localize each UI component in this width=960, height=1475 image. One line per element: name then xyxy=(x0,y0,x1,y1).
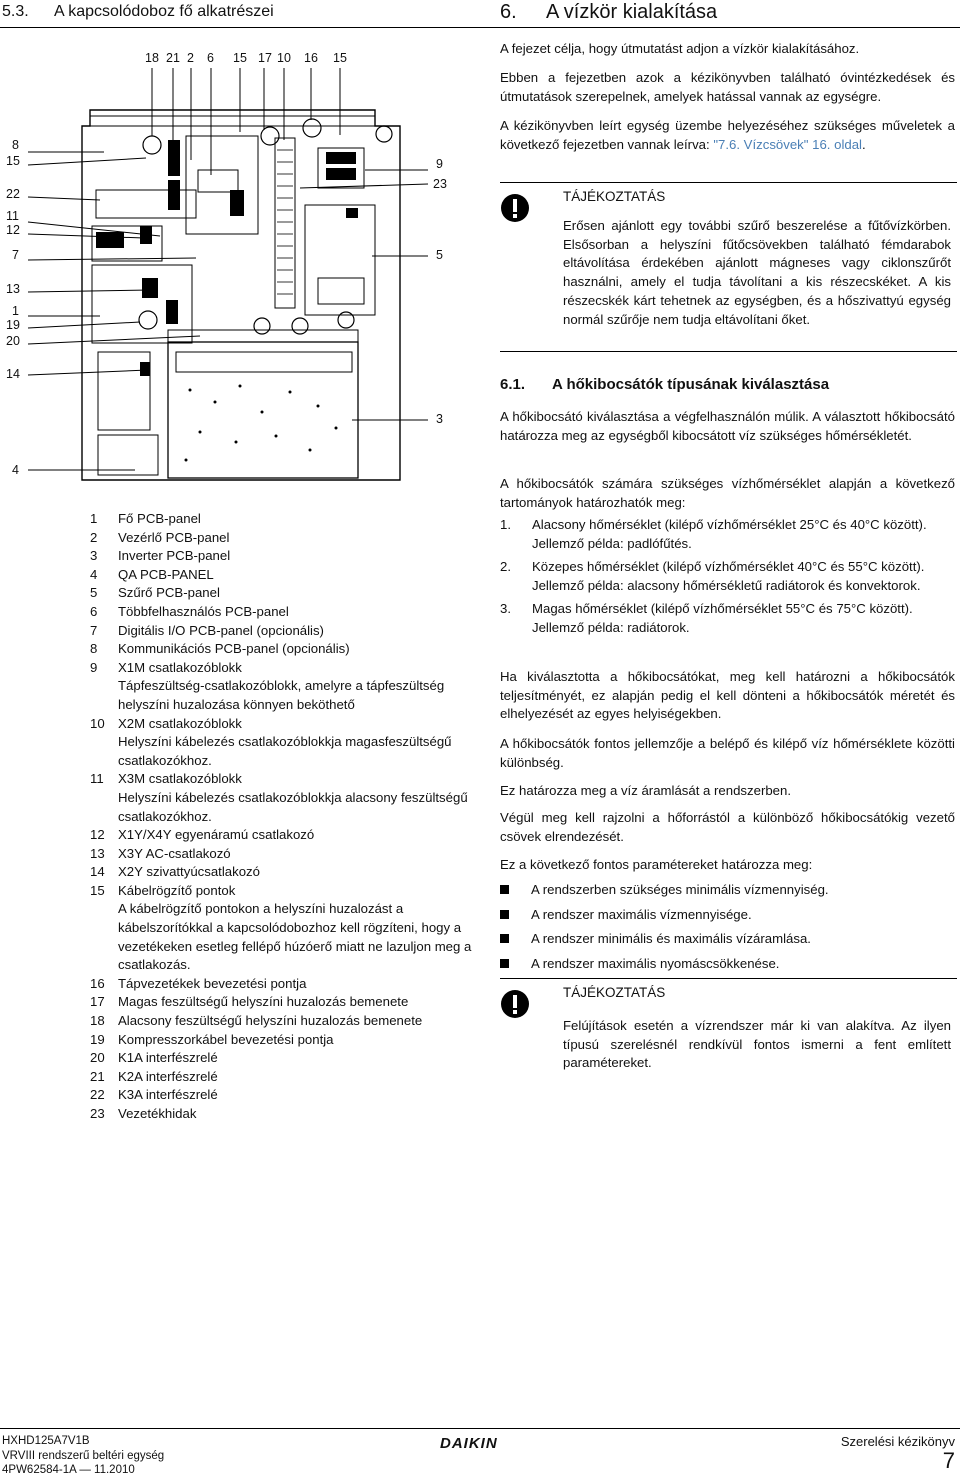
legend-item xyxy=(90,882,475,901)
legend-number: 8 xyxy=(90,641,98,657)
legend-item xyxy=(90,845,475,864)
legend-number xyxy=(90,900,118,974)
legend-text: X3M csatlakozóblokk xyxy=(118,771,242,787)
legend-item xyxy=(90,993,475,1012)
bullet-square-icon xyxy=(500,934,509,943)
legend-item xyxy=(90,770,475,789)
diagram-label: 15 xyxy=(333,51,347,65)
info-note-renovation xyxy=(500,978,957,1076)
switch-box-drawing xyxy=(0,40,480,500)
legend-text: Vezérlő PCB-panel xyxy=(118,529,230,545)
diagram-label: 11 xyxy=(6,209,19,223)
list-text: Alacsony hőmérséklet (kilépő vízhőmérséklet 25°C és 40°C között). Jellemző példa: padlófűtés. xyxy=(532,517,927,551)
legend-text: Inverter PCB-panel xyxy=(118,548,231,564)
cross-reference-link[interactable]: "7.6. Vízcsövek" 16. oldal xyxy=(713,136,862,152)
legend-number: 17 xyxy=(90,994,105,1010)
legend-number: 12 xyxy=(90,827,105,843)
info-note-filter xyxy=(500,182,957,352)
intro-paragraph: A fejezet célja, hogy útmutatást adjon a vízkör kialakításához. xyxy=(500,41,860,56)
legend-text: X3Y AC-csatlakozó xyxy=(118,845,231,861)
paragraph: Végül meg kell rajzolni a hőforrástól a különböző hőkibocsátókig vezető csövek elrendezését. xyxy=(500,810,955,844)
page-footer xyxy=(0,1420,960,1475)
legend-number: 7 xyxy=(90,622,98,638)
bullet-item xyxy=(500,955,955,980)
page-number: 7 xyxy=(942,1448,955,1473)
legend-text: Kábelrögzítő pontok xyxy=(118,882,236,898)
note-title: TÁJÉKOZTATÁS xyxy=(563,189,666,204)
legend-text: QA PCB-PANEL xyxy=(118,566,214,582)
legend-item xyxy=(90,584,475,603)
legend-item xyxy=(90,640,475,659)
legend-number: 4 xyxy=(90,566,98,582)
legend-item xyxy=(90,863,475,882)
diagram-label: 21 xyxy=(166,51,180,65)
diagram-label: 10 xyxy=(277,51,291,65)
paragraph: Ez határozza meg a víz áramlását a rendszerben. xyxy=(500,783,792,798)
legend-text: Alacsony feszültségű helyszíni huzalozás bemenete xyxy=(118,1013,423,1029)
legend-item xyxy=(90,1105,475,1124)
legend-text: K2A interfészrelé xyxy=(118,1068,218,1084)
legend-number: 15 xyxy=(90,882,105,898)
bullet-text: A rendszerben szükséges minimális vízmennyiség. xyxy=(531,882,829,897)
diagram-label: 9 xyxy=(436,157,443,171)
legend-item xyxy=(90,1049,475,1068)
legend-text: A kábelrögzítő pontokon a helyszíni huzalozást a kábelszorítókkal a kapcsolódobozhoz kell rögzíteni, hogy a vezetékeken esetleg fellépő húzóerő miatt ne lazuljon meg a csatlakozás. xyxy=(118,901,472,973)
legend-text: Helyszíni kábelezés csatlakozóblokkja magasfeszültségű csatlakozókhoz. xyxy=(118,734,452,768)
legend-item xyxy=(90,975,475,994)
legend-text: K1A interfészrelé xyxy=(118,1050,218,1066)
paragraph: A hőkibocsátók fontos jellemzője a belépő és kilépő víz hőmérséklete közötti különbség. xyxy=(500,736,955,770)
diagram-label: 20 xyxy=(6,334,20,348)
list-number: 3. xyxy=(500,601,511,616)
list-number: 2. xyxy=(500,559,511,574)
legend-item xyxy=(90,566,475,585)
legend-number: 20 xyxy=(90,1050,105,1066)
bullet-square-icon xyxy=(500,959,509,968)
temperature-list xyxy=(500,516,955,642)
legend-text: Kommunikációs PCB-panel (opcionális) xyxy=(118,641,350,657)
legend-item xyxy=(90,1031,475,1050)
bullet-square-icon xyxy=(500,885,509,894)
legend-number: 14 xyxy=(90,864,105,880)
component-legend xyxy=(90,510,475,1124)
legend-item xyxy=(90,900,475,974)
bullet-item xyxy=(500,881,955,906)
legend-number: 1 xyxy=(90,511,98,526)
footer-rule xyxy=(0,1428,960,1429)
legend-text: Tápvezetékek bevezetési pontja xyxy=(118,975,307,991)
list-text: Magas hőmérséklet (kilépő vízhőmérséklet 55°C és 75°C között). Jellemző példa: radiátorok. xyxy=(532,601,913,635)
warning-icon xyxy=(500,989,530,1019)
legend-item xyxy=(90,547,475,566)
legend-number: 22 xyxy=(90,1087,105,1103)
legend-number xyxy=(90,789,118,826)
legend-number: 19 xyxy=(90,1031,105,1047)
legend-number xyxy=(90,733,118,770)
legend-text: Fő PCB-panel xyxy=(118,511,201,526)
list-number: 1. xyxy=(500,517,511,532)
bullet-text: A rendszer maximális vízmennyisége. xyxy=(531,906,752,922)
diagram-label: 15 xyxy=(6,154,20,168)
list-text: Közepes hőmérséklet (kilépő vízhőmérséklet 40°C és 55°C között). Jellemző példa: alacsony hőmérsékletű radiátorok és konvektorok. xyxy=(532,559,925,593)
legend-item xyxy=(90,1012,475,1031)
legend-text: Helyszíni kábelezés csatlakozóblokkja alacsony feszültségű csatlakozókhoz. xyxy=(118,789,468,824)
paragraph: Ez a következő fontos paramétereket határozza meg: xyxy=(500,857,813,872)
paragraph: A hőkibocsátó kiválasztása a végfelhasználón múlik. A választott hőkibocsátó határozza meg az egységből kibocsátott víz szükséges hőmérsékletét. xyxy=(500,409,955,443)
bullet-item xyxy=(500,930,955,955)
legend-text: X2M csatlakozóblokk xyxy=(118,715,242,731)
diagram-label: 5 xyxy=(436,248,443,262)
diagram-label: 1 xyxy=(12,304,19,318)
list-item xyxy=(500,600,955,637)
legend-text: K3A interfészrelé xyxy=(118,1087,218,1103)
manual-name: Szerelési kézikönyv xyxy=(840,1434,955,1449)
diagram-label: 7 xyxy=(12,248,19,262)
legend-text: Tápfeszültség-csatlakozóblokk, amelyre a tápfeszültség helyszíni huzalozása könnyen beköthető xyxy=(118,678,445,712)
legend-text: X2Y szivattyúcsatlakozó xyxy=(118,864,260,880)
diagram-label: 23 xyxy=(433,177,447,191)
legend-text: Kompresszorkábel bevezetési pontja xyxy=(118,1031,334,1047)
legend-number: 13 xyxy=(90,845,105,861)
legend-number: 16 xyxy=(90,975,105,991)
legend-item xyxy=(90,733,475,770)
diagram-label: 3 xyxy=(436,412,443,426)
header-rule xyxy=(0,27,960,28)
legend-number: 5 xyxy=(90,585,98,601)
diagram-label: 13 xyxy=(6,282,20,296)
diagram-label: 14 xyxy=(6,367,20,381)
legend-text: Digitális I/O PCB-panel (opcionális) xyxy=(118,622,324,638)
parameter-bullets xyxy=(500,881,955,979)
legend-item xyxy=(90,529,475,548)
switch-box-diagram xyxy=(0,40,480,500)
legend-item xyxy=(90,1068,475,1087)
legend-number: 21 xyxy=(90,1068,105,1084)
list-item xyxy=(500,558,955,595)
legend-number: 6 xyxy=(90,603,98,619)
note-body: Felújítások esetén a vízrendszer már ki van alakítva. Az ilyen típusú szerelésnél rendkívül fontos ismerni a fent említett paramétereket. xyxy=(563,1018,951,1071)
diagram-label: 12 xyxy=(6,223,20,237)
diagram-label: 6 xyxy=(207,51,214,65)
bullet-text: A rendszer maximális nyomáscsökkenése. xyxy=(531,955,780,971)
legend-text: X1M csatlakozóblokk xyxy=(118,659,242,675)
legend-item xyxy=(90,510,475,529)
legend-item xyxy=(90,622,475,641)
legend-number: 11 xyxy=(90,771,104,787)
legend-number: 23 xyxy=(90,1106,105,1121)
paragraph: A hőkibocsátók számára szükséges vízhőmérséklet alapján a következő tartományok határozhatók meg: xyxy=(500,476,955,510)
list-item xyxy=(500,516,955,553)
legend-item xyxy=(90,715,475,734)
legend-item xyxy=(90,826,475,845)
legend-text: Vezetékhidak xyxy=(118,1106,197,1121)
diagram-label: 2 xyxy=(187,51,194,65)
warning-icon xyxy=(500,193,530,223)
paragraph: Ha kiválasztotta a hőkibocsátókat, meg kell határozni a hőkibocsátók teljesítményét, ez alapján pedig el kell dönteni a hőkibocsátók méretét és elhelyezését az egyes helyiségekben. xyxy=(500,669,955,721)
diagram-label: 8 xyxy=(12,138,19,152)
diagram-label: 19 xyxy=(6,318,20,332)
bullet-item xyxy=(500,906,955,931)
chapter-heading-6: 6. A vízkör kialakítása xyxy=(500,1,718,23)
legend-item xyxy=(90,789,475,826)
legend-number: 10 xyxy=(90,715,105,731)
note-title: TÁJÉKOZTATÁS xyxy=(563,985,666,1000)
legend-number: 9 xyxy=(90,659,98,675)
legend-number: 18 xyxy=(90,1013,105,1029)
bullet-square-icon xyxy=(500,910,509,919)
legend-number xyxy=(90,677,118,714)
reference-paragraph: A kézikönyvben leírt egység üzembe helyezéséhez szükséges műveletek a következő fejezetben vannak leírva: "7.6. Vízcsövek" 16. oldal. xyxy=(500,118,955,152)
diagram-label: 22 xyxy=(6,187,20,201)
bullet-text: A rendszer minimális és maximális vízáramlása. xyxy=(531,931,811,946)
legend-item xyxy=(90,659,475,678)
legend-text: X1Y/X4Y egyenáramú csatlakozó xyxy=(118,827,315,843)
legend-item xyxy=(90,677,475,714)
note-body: Erősen ajánlott egy további szűrő beszerelése a fűtővízkörben. Elsősorban a helyszíni fűtőcsövekben található fémdarabok eltávolítása érdekében ajánlott mágneses vagy ciklonszűrőt használni, amely el tudja távolítani a kis részecskéket. A kis részecskék kárt tehetnek az egységben, és a hőszivattyú egység normál szűrője nem tudja eltávolítani őket. xyxy=(563,218,951,327)
legend-number: 3 xyxy=(90,548,98,564)
diagram-label: 15 xyxy=(233,51,247,65)
legend-item xyxy=(90,603,475,622)
daikin-logo: DAIKIN xyxy=(440,1435,498,1452)
legend-text: Szűrő PCB-panel xyxy=(118,585,220,601)
legend-text: Többfelhasználós PCB-panel xyxy=(118,603,289,619)
scope-paragraph: Ebben a fejezetben azok a kézikönyvben található óvintézkedések és útmutatások szerepelnek, amelyek hatással vannak az egységre. xyxy=(500,70,955,104)
legend-number: 2 xyxy=(90,529,98,545)
section-heading-5-3: 5.3. A kapcsolódoboz fő alkatrészei xyxy=(2,3,274,20)
section-heading-6-1: 6.1. A hőkibocsátók típusának kiválasztása xyxy=(500,376,830,393)
diagram-label: 4 xyxy=(12,463,19,477)
legend-item xyxy=(90,1086,475,1105)
diagram-label: 16 xyxy=(304,51,318,65)
legend-text: Magas feszültségű helyszíni huzalozás bemenete xyxy=(118,994,409,1010)
footer-model-info: HXHD125A7V1B VRVIII rendszerű beltéri egység 4PW62584-1A — 11.2010 xyxy=(2,1435,165,1475)
diagram-label: 18 xyxy=(145,51,159,65)
diagram-label: 17 xyxy=(258,51,272,65)
